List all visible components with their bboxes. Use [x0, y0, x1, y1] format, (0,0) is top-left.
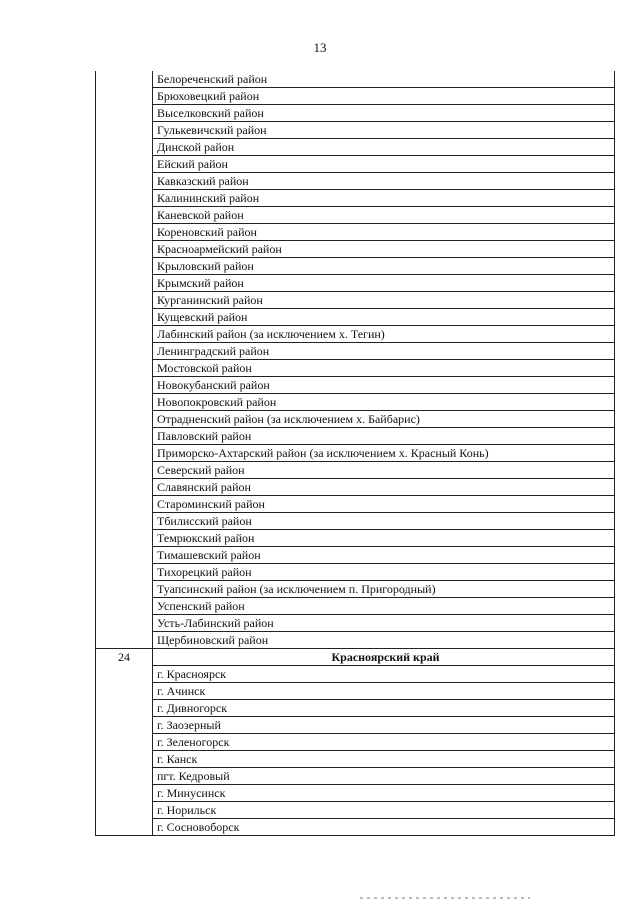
- territory-name: Усть-Лабинский район: [153, 615, 615, 632]
- territory-name: г. Канск: [153, 751, 615, 768]
- territory-name: Брюховецкий район: [153, 88, 615, 105]
- row-number-cell: [96, 530, 153, 547]
- territory-name: Калининский район: [153, 190, 615, 207]
- table-row: [96, 547, 615, 564]
- row-number-cell: [96, 717, 153, 734]
- row-number-cell: [96, 190, 153, 207]
- row-number-cell: [96, 479, 153, 496]
- row-number-cell: [96, 377, 153, 394]
- table-row: [96, 275, 615, 292]
- territory-name: Каневской район: [153, 207, 615, 224]
- table-row: [96, 734, 615, 751]
- row-number-cell: [96, 275, 153, 292]
- table-row: [96, 513, 615, 530]
- row-number-cell: [96, 207, 153, 224]
- table-row: [96, 224, 615, 241]
- table-row: [96, 615, 615, 632]
- territory-name: Крыловский район: [153, 258, 615, 275]
- row-number-cell: [96, 258, 153, 275]
- territory-name: г. Дивногорск: [153, 700, 615, 717]
- territory-name: Мостовской район: [153, 360, 615, 377]
- row-number-cell: [96, 462, 153, 479]
- row-number-cell: [96, 241, 153, 258]
- row-number-cell: [96, 88, 153, 105]
- table-row: [96, 394, 615, 411]
- territory-table-body: [96, 71, 615, 836]
- table-row: [96, 700, 615, 717]
- territory-name: Новопокровский район: [153, 394, 615, 411]
- table-row: [96, 122, 615, 139]
- territory-name: Лабинский район (за исключением х. Тегин): [153, 326, 615, 343]
- row-number-cell: [96, 496, 153, 513]
- territory-name: Новокубанский район: [153, 377, 615, 394]
- row-number-cell: [96, 360, 153, 377]
- territory-name: Белореченский район: [153, 71, 615, 88]
- table-row: [96, 479, 615, 496]
- row-number-cell: [96, 547, 153, 564]
- table-row: [96, 717, 615, 734]
- row-number-cell: [96, 394, 153, 411]
- table-row: [96, 105, 615, 122]
- territory-name: Кореновский район: [153, 224, 615, 241]
- territory-name: Ейский район: [153, 156, 615, 173]
- table-row: [96, 190, 615, 207]
- table-row: [96, 377, 615, 394]
- table-row: [96, 802, 615, 819]
- territory-name: Тбилисский район: [153, 513, 615, 530]
- region-number: 24: [96, 649, 153, 666]
- territory-name: Крымский район: [153, 275, 615, 292]
- row-number-cell: [96, 734, 153, 751]
- table-row: [96, 326, 615, 343]
- territory-table-wrapper: [95, 71, 615, 836]
- territory-name: Северский район: [153, 462, 615, 479]
- territory-name: Красноармейский район: [153, 241, 615, 258]
- table-row: [96, 139, 615, 156]
- territory-name: г. Заозерный: [153, 717, 615, 734]
- territory-name: пгт. Кедровый: [153, 768, 615, 785]
- territory-name: Павловский район: [153, 428, 615, 445]
- territory-name: г. Красноярск: [153, 666, 615, 683]
- table-row: [96, 751, 615, 768]
- row-number-cell: [96, 292, 153, 309]
- territory-name: Отрадненский район (за исключением х. Байбарис): [153, 411, 615, 428]
- territory-name: Темрюкский район: [153, 530, 615, 547]
- territory-table: [95, 71, 615, 836]
- table-row: [96, 343, 615, 360]
- territory-name: Динской район: [153, 139, 615, 156]
- table-row: [96, 581, 615, 598]
- row-number-cell: [96, 819, 153, 836]
- territory-name: г. Зеленогорск: [153, 734, 615, 751]
- table-row: [96, 462, 615, 479]
- territory-name: г. Минусинск: [153, 785, 615, 802]
- table-row: [96, 411, 615, 428]
- row-number-cell: [96, 632, 153, 649]
- table-row: [96, 785, 615, 802]
- territory-name: Кущевский район: [153, 309, 615, 326]
- territory-name: Приморско-Ахтарский район (за исключением х. Красный Конь): [153, 445, 615, 462]
- row-number-cell: [96, 105, 153, 122]
- territory-name: Гулькевичский район: [153, 122, 615, 139]
- table-row: [96, 360, 615, 377]
- region-header-row: [96, 649, 615, 666]
- table-row: [96, 258, 615, 275]
- table-row: [96, 632, 615, 649]
- row-number-cell: [96, 71, 153, 88]
- territory-name: Туапсинский район (за исключением п. Пригородный): [153, 581, 615, 598]
- row-number-cell: [96, 326, 153, 343]
- row-number-cell: [96, 428, 153, 445]
- row-number-cell: [96, 700, 153, 717]
- row-number-cell: [96, 156, 153, 173]
- row-number-cell: [96, 683, 153, 700]
- page-number: 13: [313, 40, 327, 55]
- row-number-cell: [96, 802, 153, 819]
- table-row: [96, 445, 615, 462]
- territory-name: Курганинский район: [153, 292, 615, 309]
- row-number-cell: [96, 411, 153, 428]
- row-number-cell: [96, 598, 153, 615]
- table-row: [96, 496, 615, 513]
- table-row: [96, 88, 615, 105]
- table-row: [96, 564, 615, 581]
- territory-name: Тимашевский район: [153, 547, 615, 564]
- table-row: [96, 173, 615, 190]
- row-number-cell: [96, 666, 153, 683]
- row-number-cell: [96, 751, 153, 768]
- row-number-cell: [96, 122, 153, 139]
- territory-name: г. Сосновоборск: [153, 819, 615, 836]
- region-title: Красноярский край: [153, 649, 615, 666]
- table-row: [96, 666, 615, 683]
- territory-name: Староминский район: [153, 496, 615, 513]
- territory-name: Тихорецкий район: [153, 564, 615, 581]
- row-number-cell: [96, 564, 153, 581]
- territory-name: Успенский район: [153, 598, 615, 615]
- scan-artifact: [360, 897, 530, 899]
- territory-name: Кавказский район: [153, 173, 615, 190]
- territory-name: г. Ачинск: [153, 683, 615, 700]
- territory-name: Славянский район: [153, 479, 615, 496]
- row-number-cell: [96, 615, 153, 632]
- row-number-cell: [96, 343, 153, 360]
- table-row: [96, 428, 615, 445]
- row-number-cell: [96, 224, 153, 241]
- table-row: [96, 598, 615, 615]
- row-number-cell: [96, 581, 153, 598]
- table-row: [96, 819, 615, 836]
- table-row: [96, 241, 615, 258]
- row-number-cell: [96, 785, 153, 802]
- row-number-cell: [96, 139, 153, 156]
- row-number-cell: [96, 513, 153, 530]
- territory-name: Щербиновский район: [153, 632, 615, 649]
- table-row: [96, 207, 615, 224]
- table-row: [96, 683, 615, 700]
- row-number-cell: [96, 309, 153, 326]
- territory-name: г. Норильск: [153, 802, 615, 819]
- territory-name: Ленинградский район: [153, 343, 615, 360]
- row-number-cell: [96, 173, 153, 190]
- table-row: [96, 292, 615, 309]
- table-row: [96, 768, 615, 785]
- table-row: [96, 156, 615, 173]
- table-row: [96, 530, 615, 547]
- table-row: [96, 309, 615, 326]
- territory-name: Выселковский район: [153, 105, 615, 122]
- row-number-cell: [96, 768, 153, 785]
- row-number-cell: [96, 445, 153, 462]
- table-row: [96, 71, 615, 88]
